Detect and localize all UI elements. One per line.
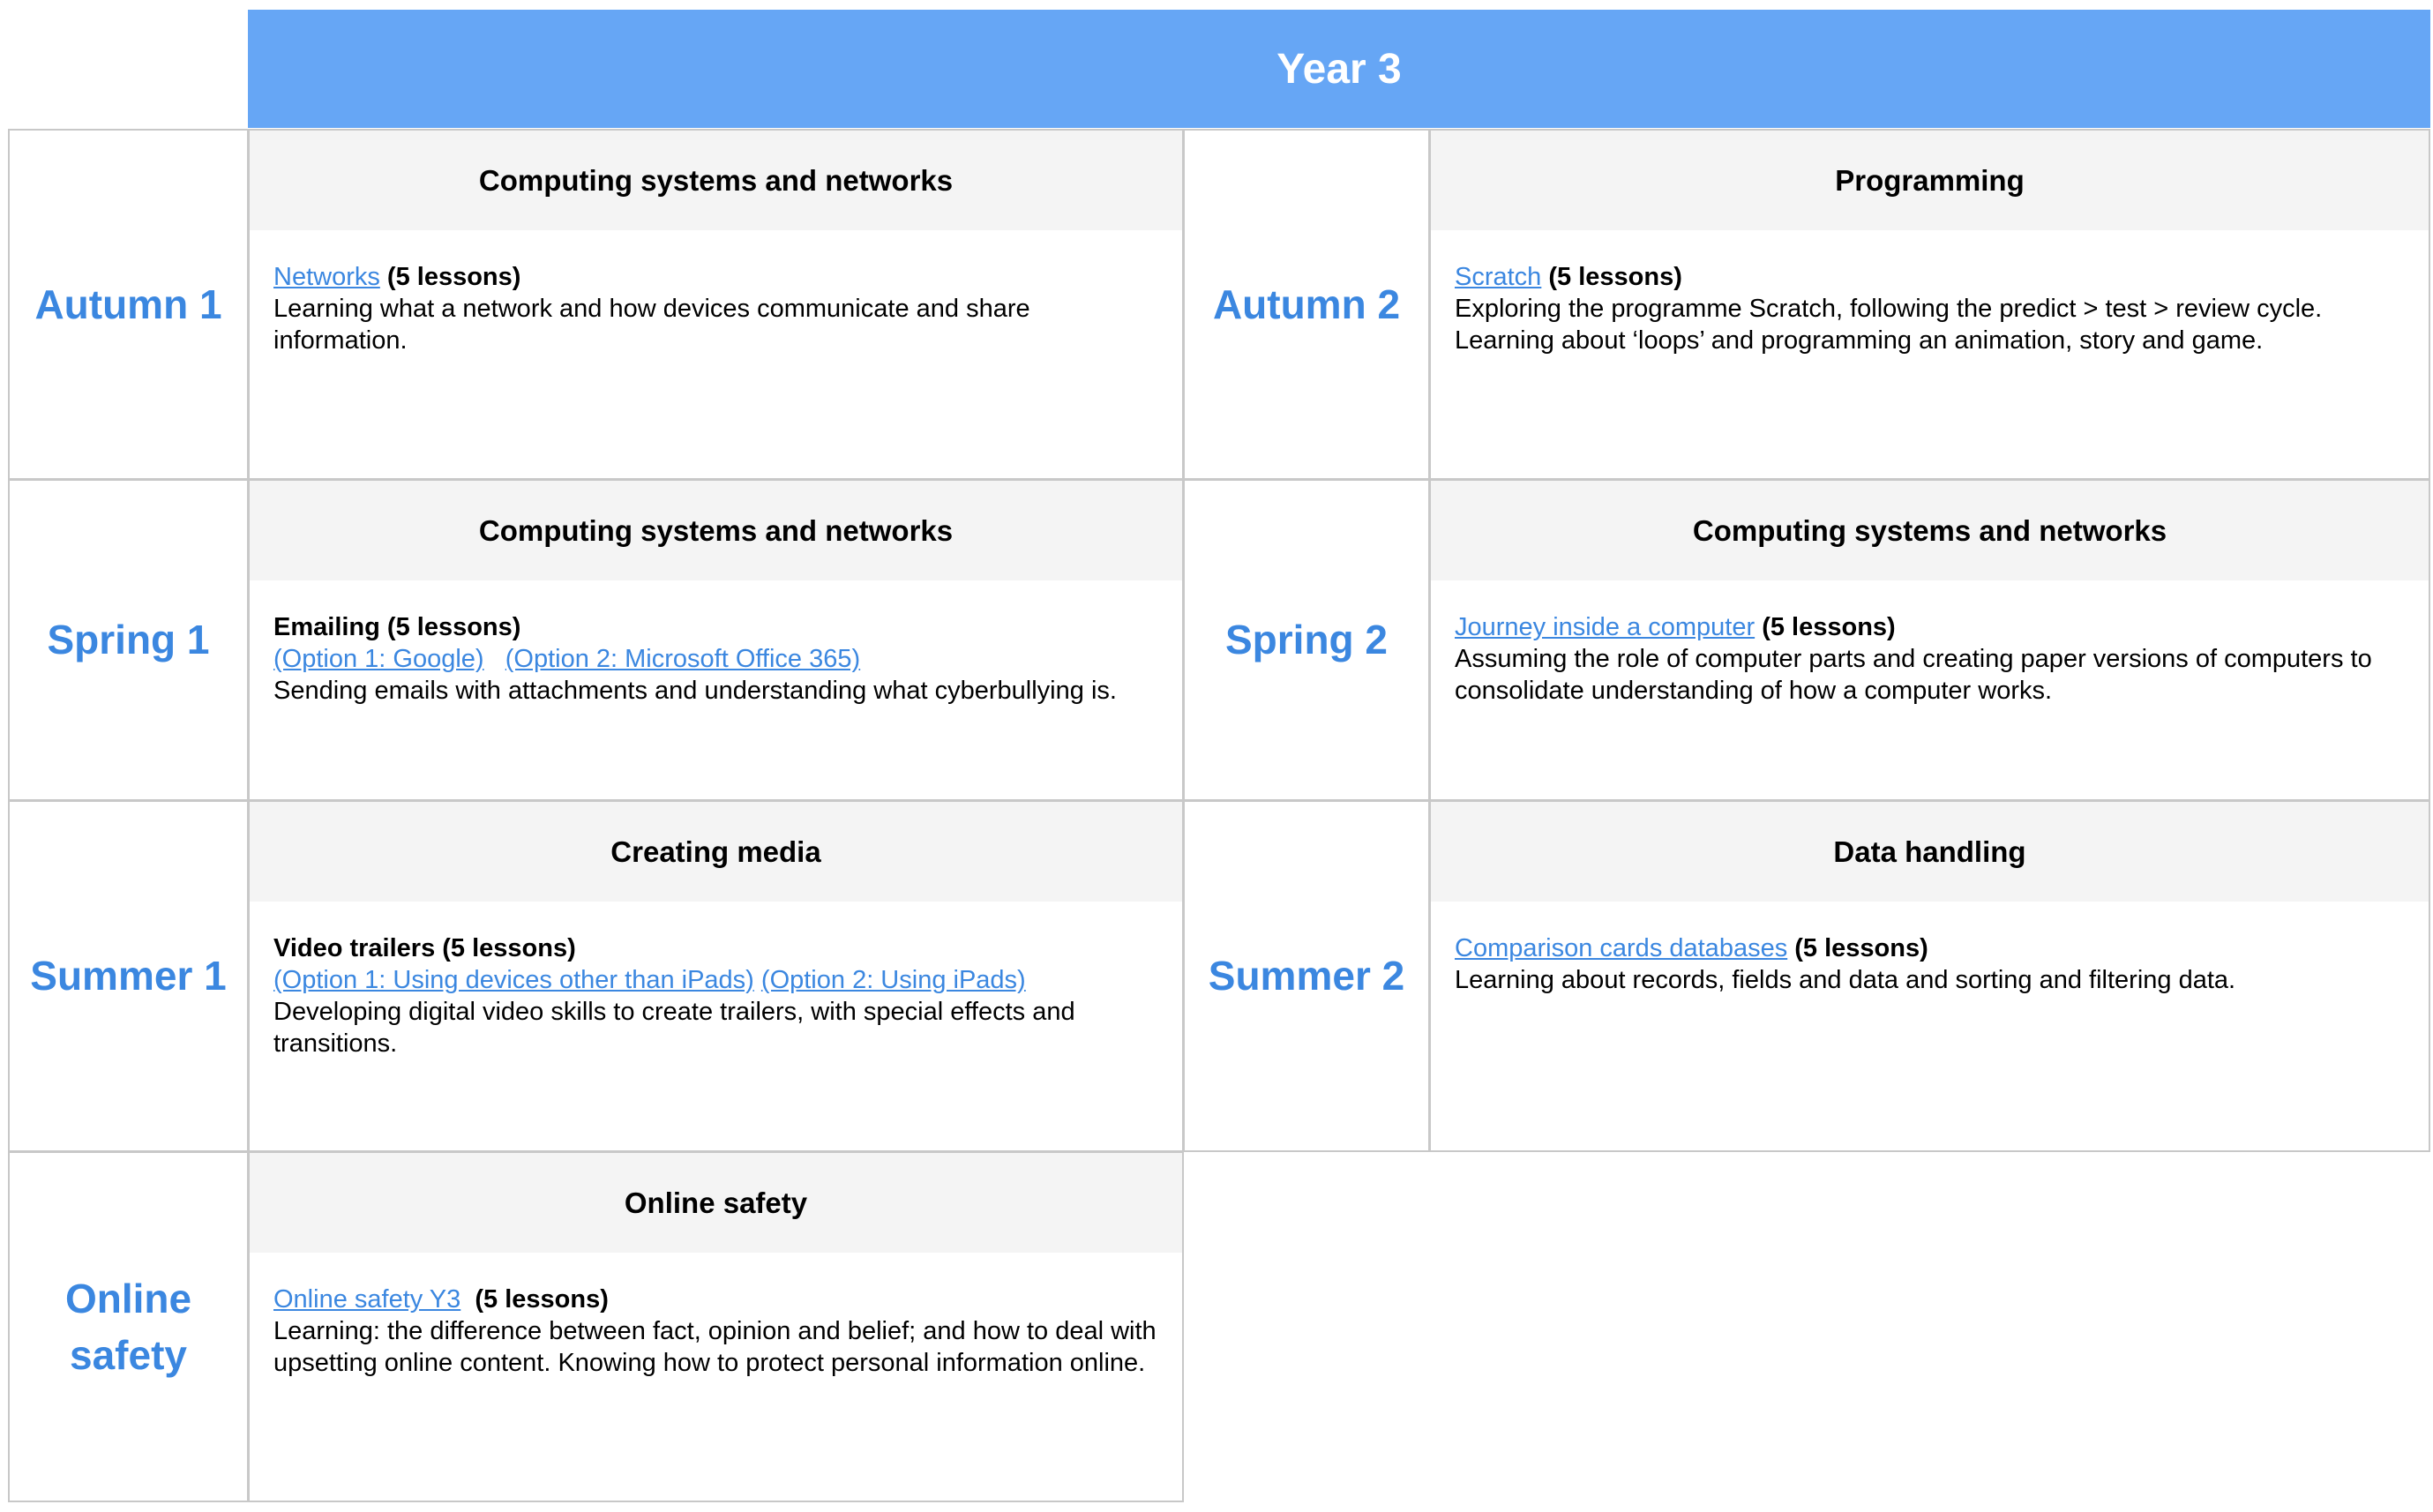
- unit-heading: Computing systems and networks: [250, 481, 1182, 580]
- unit-description: Assuming the role of computer parts and creating paper versions of computers to consolidate understanding of how a computer works.: [1455, 645, 2372, 705]
- unit-title-line: [1455, 261, 2411, 293]
- term-label: Spring 2: [1224, 617, 1389, 663]
- unit-description: Learning about records, fields and data and sorting and filtering data.: [1455, 966, 2236, 994]
- unit-heading: Creating media: [250, 802, 1182, 902]
- term-label: Summer 2: [1208, 953, 1405, 999]
- unit-title-line: [273, 261, 1164, 293]
- unit-name: Video trailers: [273, 934, 436, 962]
- unit-body: [1455, 611, 2411, 707]
- unit-link-comparison-cards-databases[interactable]: Comparison cards databases: [1455, 934, 1788, 962]
- unit-description: Developing digital video skills to create trailers, with special effects and transitions.: [273, 998, 1075, 1058]
- unit-cell-summer-1: [248, 800, 1184, 1152]
- lesson-count: (5 lessons): [460, 1285, 609, 1314]
- term-cell-spring-1: [8, 479, 249, 801]
- unit-link-online-safety-y3[interactable]: Online safety Y3: [273, 1285, 461, 1314]
- term-cell-summer-1: [8, 800, 249, 1152]
- unit-heading: Computing systems and networks: [250, 131, 1182, 230]
- unit-title-line: [1455, 932, 2411, 964]
- year-title: Year 3: [1276, 45, 1402, 93]
- unit-title-line: [273, 1284, 1164, 1315]
- term-label-line-2: safety: [70, 1332, 187, 1378]
- unit-link-scratch[interactable]: Scratch: [1455, 263, 1542, 291]
- year-header: [248, 10, 2430, 128]
- unit-heading: Online safety: [250, 1153, 1182, 1253]
- unit-cell-summer-2: [1429, 800, 2430, 1152]
- unit-description: Sending emails with attachments and understanding what cyberbullying is.: [273, 677, 1117, 705]
- term-label-line-1: Online: [64, 1275, 192, 1321]
- unit-description-line-2: Learning about ‘loops’ and programming an animation, story and game.: [1455, 326, 2264, 355]
- lesson-count: (5 lessons): [379, 613, 521, 641]
- unit-body: [273, 1284, 1164, 1379]
- term-label: [65, 1270, 191, 1384]
- lesson-count: (5 lessons): [379, 263, 521, 291]
- term-label: Spring 1: [47, 617, 210, 663]
- term-cell-autumn-2: [1183, 129, 1430, 480]
- term-cell-autumn-1: [8, 129, 249, 480]
- unit-heading: Programming: [1431, 131, 2429, 230]
- unit-body: [273, 261, 1164, 356]
- unit-link-networks[interactable]: Networks: [273, 263, 380, 291]
- unit-title-line: [273, 932, 1164, 964]
- lesson-count: (5 lessons): [1755, 613, 1896, 641]
- unit-cell-spring-1: [248, 479, 1184, 801]
- term-label: Autumn 1: [34, 281, 222, 327]
- unit-name: Emailing: [273, 613, 380, 641]
- unit-heading: Data handling: [1431, 802, 2429, 902]
- unit-body: [1455, 261, 2411, 356]
- unit-cell-spring-2: [1429, 479, 2430, 801]
- lesson-count: (5 lessons): [1787, 934, 1928, 962]
- option-2-office365-link[interactable]: (Option 2: Microsoft Office 365): [505, 645, 861, 673]
- lesson-count: (5 lessons): [435, 934, 576, 962]
- option-links: [273, 643, 1164, 675]
- option-2-ipads-link[interactable]: (Option 2: Using iPads): [760, 966, 1026, 994]
- unit-title-line: [1455, 611, 2411, 643]
- unit-description: Learning what a network and how devices communicate and share information.: [273, 295, 1030, 355]
- term-cell-summer-2: [1183, 800, 1430, 1152]
- unit-heading: Computing systems and networks: [1431, 481, 2429, 580]
- unit-link-journey-inside-a-computer[interactable]: Journey inside a computer: [1455, 613, 1756, 641]
- term-cell-online-safety: [8, 1151, 249, 1502]
- lesson-count: (5 lessons): [1541, 263, 1682, 291]
- unit-cell-online-safety: [248, 1151, 1184, 1502]
- option-1-google-link[interactable]: (Option 1: Google): [273, 645, 484, 673]
- option-links: [273, 964, 1164, 996]
- term-label: Summer 1: [30, 953, 227, 999]
- unit-cell-autumn-1: [248, 129, 1184, 480]
- term-cell-spring-2: [1183, 479, 1430, 801]
- unit-body: [273, 932, 1164, 1059]
- unit-description-line-1: Exploring the programme Scratch, following the predict > test > review cycle.: [1455, 295, 2323, 323]
- unit-title-line: [273, 611, 1164, 643]
- term-label: Autumn 2: [1212, 281, 1401, 327]
- option-1-other-devices-link[interactable]: (Option 1: Using devices other than iPads): [273, 966, 754, 994]
- unit-description: Learning: the difference between fact, opinion and belief; and how to deal with upsetting online content. Knowing how to protect personal information online.: [273, 1317, 1157, 1377]
- unit-cell-autumn-2: [1429, 129, 2430, 480]
- unit-body: [273, 611, 1164, 707]
- unit-body: [1455, 932, 2411, 996]
